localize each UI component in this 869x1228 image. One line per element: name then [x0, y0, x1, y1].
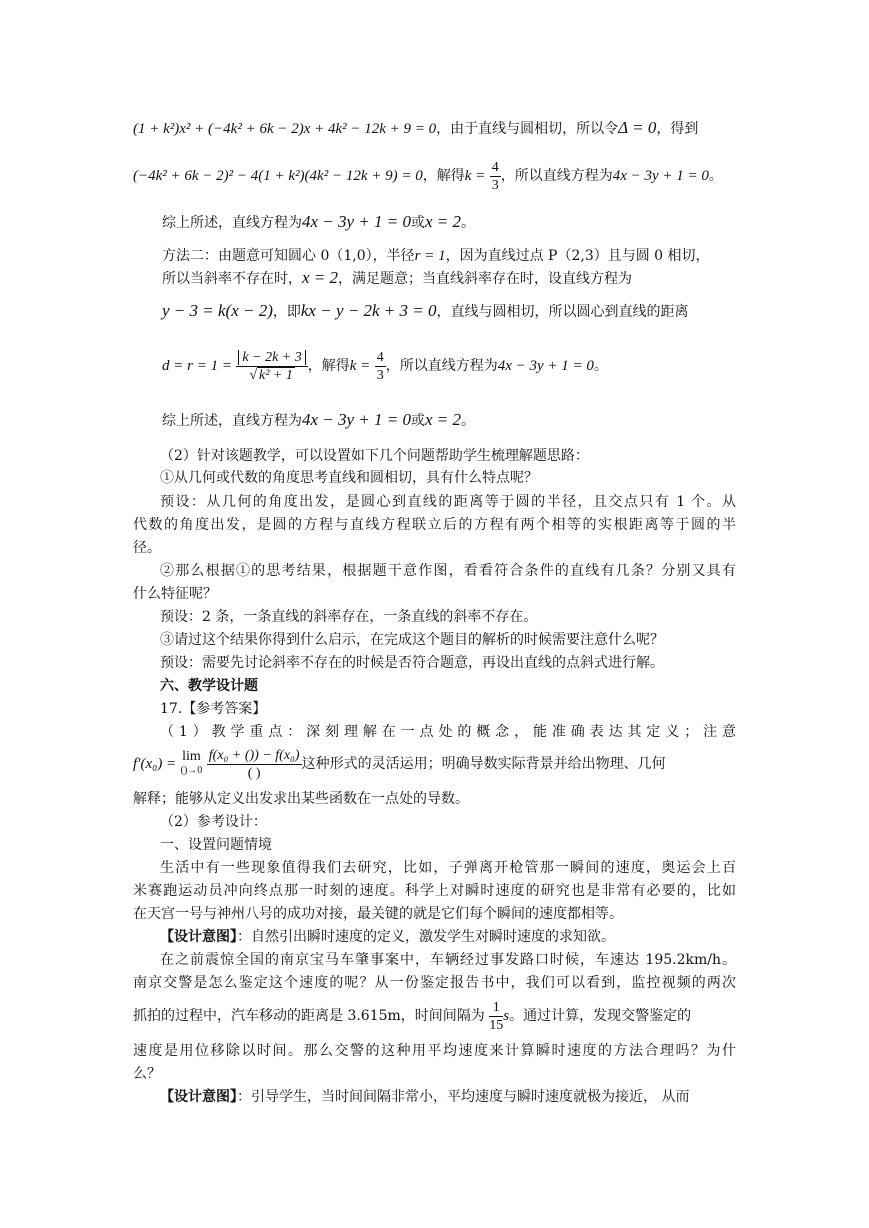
- paragraph-line: 预设：2 条，一条直线的斜率存在，一条直线的斜率不存在。: [160, 609, 538, 625]
- quadratic-equation: (1 + k²)x² + (−4k² + 6k − 2)x + 4k² − 12k + 9 = 0: [133, 121, 437, 137]
- line-equation: 4x − 3y + 1 = 0: [612, 168, 709, 184]
- lim-subscript: ()→0: [180, 765, 203, 776]
- difference-quotient: [207, 747, 302, 782]
- question-1: ①从几何或代数的角度思考直线和圆相切，具有什么特点呢？: [160, 470, 538, 486]
- design-intent-1: [160, 927, 615, 947]
- k-label: k =: [464, 168, 486, 184]
- lim-text: lim: [182, 749, 201, 764]
- text: ，所以直线方程为: [385, 358, 498, 374]
- text: 。: [461, 413, 476, 429]
- paragraph-line: 在之前震惊全国的南京宝马车肇事案中，车辆经过事发路口时候，车速达 195.2km/h。: [160, 952, 736, 968]
- text: 综上所述，直线方程为: [162, 413, 302, 429]
- text: 这种形式的灵活运用；明确导数实际背景并给出物理、几何: [301, 756, 666, 772]
- derivative-definition-line: [133, 744, 666, 784]
- general-equation: kx − y − 2k + 3 = 0: [300, 301, 437, 320]
- denominator: 15: [489, 1017, 504, 1033]
- summary-line-2: [162, 410, 475, 431]
- paragraph-line: 预设：需要先讨论斜率不存在的时候是否符合题意，再设出直线的点斜式进行解。: [160, 655, 664, 671]
- text: ：自然引出瞬时速度的定义，激发学生对瞬时速度的求知欲。: [237, 929, 615, 945]
- radius: r = 1: [414, 248, 446, 264]
- text: ，由于直线与圆相切，所以令: [436, 121, 619, 137]
- text: ，直线与圆相切，所以圆心到直线的距离: [436, 304, 689, 320]
- numerator: [236, 349, 307, 367]
- paragraph-line: （2）针对该题教学，可以设置如下几个问题帮助学生梳理解题思路：: [160, 448, 589, 464]
- answer-label: 17.【参考答案】: [160, 701, 267, 717]
- denominator: √ k² + 1: [249, 367, 293, 383]
- section-heading: 六、教学设计题: [160, 678, 258, 694]
- line-equation: 4x − 3y + 1 = 0: [302, 410, 412, 429]
- line-equation: 4x − 3y + 1 = 0: [497, 358, 594, 374]
- sqrt-content: k² + 1: [259, 367, 293, 383]
- line-equation: x = 2: [425, 410, 462, 429]
- paragraph-line: 径。: [133, 540, 161, 556]
- summary-line-1: [162, 212, 475, 233]
- text: ，因为直线过点 P（2,3）且与圆 0 相切，: [445, 248, 710, 264]
- method-two-line: [162, 246, 710, 266]
- paragraph-line: 代数的角度出发，是圆的方程与直线方程联立后的方程有两个相等的实根距离等于圆的半: [133, 517, 736, 533]
- design-intent-label: 【设计意图】: [160, 1089, 237, 1105]
- numerator: 4: [491, 159, 499, 175]
- paragraph-line: 解释；能够从定义出发求出某些函数在一点处的导数。: [133, 791, 469, 807]
- method-two-line-2: [162, 268, 632, 289]
- line-equation: x = 2: [425, 212, 462, 231]
- text: ，解得: [307, 358, 350, 374]
- text: ，所以直线方程为: [500, 168, 613, 184]
- paragraph-line: 什么特征呢？: [133, 586, 217, 602]
- text: 。: [461, 215, 476, 231]
- equation-line-2: [133, 158, 723, 194]
- paragraph-line: 么？: [133, 1066, 161, 1082]
- paragraph-line: （1）教学重点：深刻理解在一点处的概念，能准确表达其定义；注意: [160, 724, 736, 740]
- point-slope-equation: y − 3 = k(x − 2): [162, 301, 273, 320]
- paragraph-line: 在天宫一号与神州八号的成功对接，最关键的就是它们每个瞬间的速度都相等。: [133, 906, 623, 922]
- paragraph-line: 生活中有一些现象值得我们去研究，比如，子弹离开枪管那一瞬间的速度，奥运会上百: [160, 860, 736, 876]
- abs-value: k − 2k + 3: [238, 350, 305, 365]
- line-equation: 4x − 3y + 1 = 0: [302, 212, 412, 231]
- denominator: ( ): [247, 765, 261, 781]
- text: ，得到: [656, 121, 699, 137]
- text: 。通过计算，发现交警鉴定的: [509, 1008, 692, 1024]
- numerator: 4: [376, 349, 384, 365]
- equation-line-1: [133, 118, 738, 139]
- distance-formula-line: [162, 342, 608, 390]
- text: 。: [593, 358, 608, 374]
- text: ，满足题意；当直线斜率存在时，设直线方程为: [338, 271, 633, 287]
- question-3: ③请过这个结果你得到什么启示，在完成这个题目的解析的时候需要注意什么呢？: [160, 632, 664, 648]
- paragraph-line: 预设：从几何的角度出发，是圆心到直线的距离等于圆的半径，且交点只有 1 个。从: [160, 494, 736, 510]
- limit: [181, 750, 203, 778]
- text: 所以当斜率不存在时，: [162, 271, 302, 287]
- k-label: k =: [349, 358, 371, 374]
- text: 综上所述，直线方程为: [162, 215, 302, 231]
- denominator: 3: [491, 177, 499, 193]
- numerator: f(x₀ + ()) − f(x₀): [208, 747, 300, 763]
- time-interval-line: [133, 996, 691, 1036]
- fraction-1-15: [489, 999, 503, 1034]
- text: 或: [411, 215, 426, 231]
- unit-s: s: [503, 1008, 510, 1024]
- denominator: 3: [376, 367, 384, 383]
- line-equation: x = 2: [302, 268, 339, 287]
- design-intent-2: [160, 1087, 689, 1107]
- paragraph-line: 速度是用位移除以时间。那么交警的这种用平均速度来计算瞬时速度的方法合理吗？为什: [133, 1043, 736, 1059]
- paragraph-line: 南京交警是怎么鉴定这个速度的呢？从一份鉴定报告书中，我们可以看到，监控视频的两次: [133, 975, 736, 991]
- paragraph-line: 米赛跑运动员冲向终点那一时刻的速度。科学上对瞬时速度的研究也是非常有必要的，比如: [133, 883, 736, 899]
- derivative-label: f′(x₀) =: [133, 756, 177, 772]
- subheading: 一、设置问题情境: [160, 837, 272, 853]
- delta-condition: Δ = 0: [618, 118, 657, 137]
- text: ，解得: [422, 168, 465, 184]
- text: ，即: [272, 304, 301, 320]
- text: 或: [411, 413, 426, 429]
- text: 抓拍的过程中，汽车移动的距离是 3.615m，时间间隔为: [133, 1008, 485, 1024]
- design-intent-label: 【设计意图】: [160, 929, 237, 945]
- fraction-4-3: [490, 159, 501, 194]
- method-two-line-3: [162, 301, 688, 322]
- distance-label: d = r = 1 =: [162, 358, 232, 374]
- text: ：引导学生，当时间间隔非常小，平均速度与瞬时速度就极为接近， 从而: [237, 1089, 690, 1105]
- fraction-4-3: [375, 349, 386, 384]
- discriminant-equation: (−4k² + 6k − 2)² − 4(1 + k²)(4k² − 12k + 9) = 0: [133, 168, 423, 184]
- text: 方法二：由题意可知圆心 0（1,0），半径: [162, 248, 415, 264]
- numerator: 1: [489, 999, 503, 1017]
- question-2: ②那么根据①的思考结果，根据题干意作图，看看符合条件的直线有几条？分别又具有: [160, 563, 736, 579]
- paragraph-line: （2）参考设计：: [160, 814, 267, 830]
- distance-fraction: [236, 349, 307, 384]
- text: 。: [708, 168, 723, 184]
